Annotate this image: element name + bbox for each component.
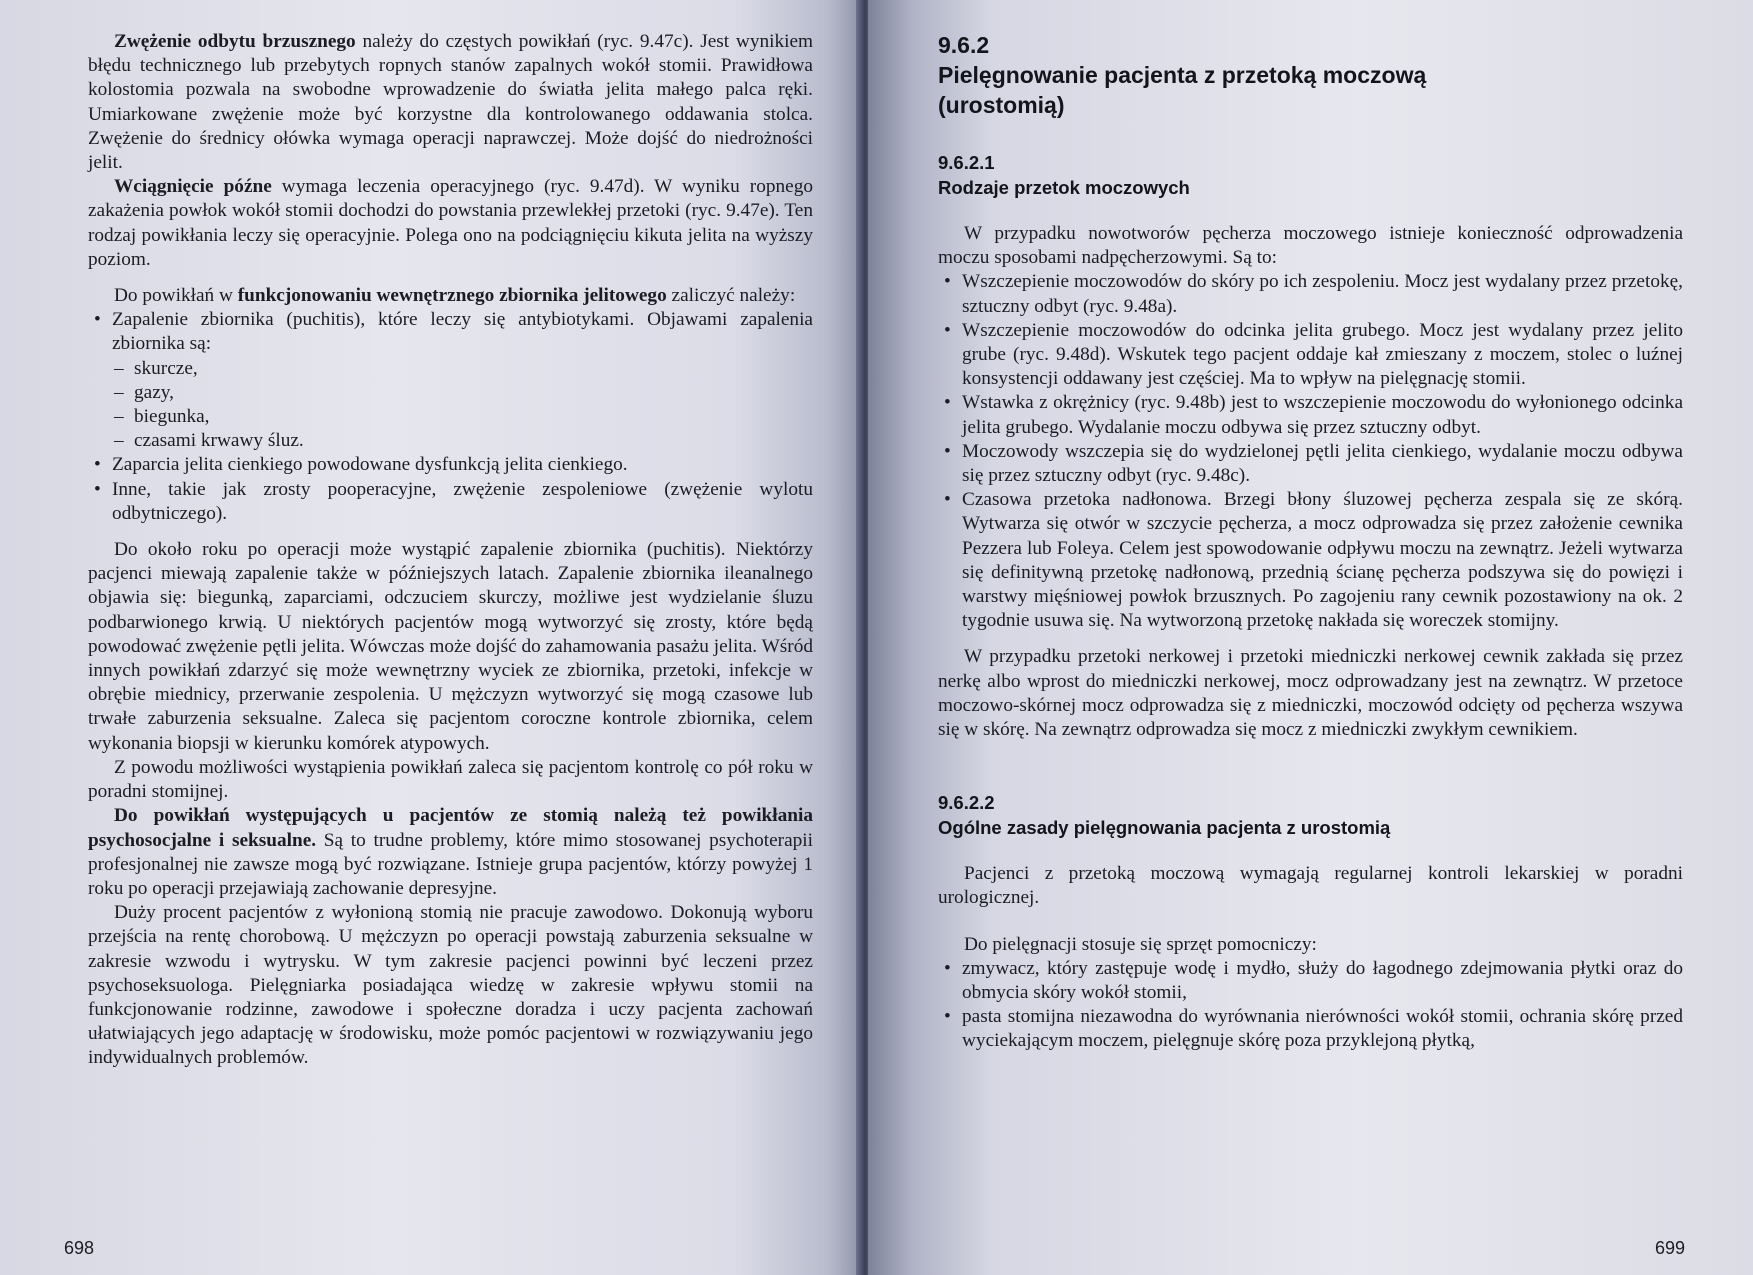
paragraph-text: wymaga leczenia operacyjnego (ryc. 9.47d). W wyniku ropnego zakażenia powłok wokół stomii dochodzi do powstania przewlekłej przetoki (ryc. 9.47e). Ten rodzaj powikłania leczy się operacyjnie. Polega ono na podciągnięciu kikuta jelita na wyższy poziom.: [88, 176, 813, 270]
paragraph: W przypadku przetoki nerkowej i przetoki miedniczki nerkowej cewnik zakłada się przez nerkę albo wprost do miedniczki nerkowej, mocz odprowadzany jest na zewnątrz. W przetoce moczowo-skórnej mocz odprowadza się z miedniczki, moczowód odcięty od pęcherza wszywa się w skórę. Na zewnątrz odprowadza się mocz z miedniczki zwykłym cewnikiem.: [938, 646, 1683, 741]
paragraph: Duży procent pacjentów z wyłonioną stomią nie pracuje zawodowo. Dokonują wyboru przejścia na rentę chorobową. U mężczyzn po operacji powstają zaburzenia seksualne w zakresie wzwodu i wytrysku. W tym zakresie pacjenci powinni być leczeni przez psychoseksuologa. Pielęgniarka posiadająca wiedzę w zakresie wpływu stomii na funkcjonowanie rodzinne, zawodowe i społeczne doradza i uczy pacjenta zachowań ułatwiających jego adaptację w środowisku, może pomóc pacjentowi w rozwiązywaniu jego indywidualnych problemów.: [88, 902, 813, 1069]
list-item: • zmywacz, który zastępuje wodę i mydło, służy do łagodnego zdejmowania płytki oraz do obmycia skóry wokół stomii,: [938, 957, 1683, 1005]
dash-item: – skurcze,: [112, 357, 813, 381]
dash-item: – biegunka,: [112, 405, 813, 429]
paragraph: Do pielęgnacji stosuje się sprzęt pomocniczy:: [964, 933, 1317, 955]
paragraph-text: zaliczyć należy:: [666, 285, 796, 307]
list-item: • Wszczepienie moczowodów do odcinka jelita grubego. Mocz jest wydalany przez jelito grube (ryc. 9.48d). Wskutek tego pacjent oddaje kał zmieszany z moczem, stolec o luźnej konsystencji oddawany jest częściej. Ma to wpływ na pielęgnację stomii.: [938, 319, 1683, 392]
left-text-column: [88, 30, 813, 1071]
dash-list: [112, 357, 813, 454]
page-number: 698: [64, 1238, 95, 1258]
paragraph: Do około roku po operacji może wystąpić zapalenie zbiornika (puchitis). Niektórzy pacjenci miewają zapalenie także w późniejszych latach. Zapalenie zbiornika ileanalnego objawia się: biegunką, zaparciami, odczuciem skurczy, możliwe jest wydzielanie śluzu podbarwionego krwią. U niektórych pacjentów mogą wytworzyć się zrosty, które będą powodować zwężenie pętli jelita. Wówczas może dojść do zahamowania pasażu jelita. Wśród innych powikłań zdarzyć się może wewnętrzny wyciek ze zbiornika, przetoki, infekcje w obrębie miednicy, przerwanie zespolenia. U mężczyzn wytworzyć się mogą czasowe lub trwałe zaburzenia seksualne. Zaleca się pacjentom coroczne kontrole zbiornika, celem wykonania biopsji w kierunku komórek atypowych.: [88, 539, 813, 754]
list-item: • Wszczepienie moczowodów do skóry po ich zespoleniu. Mocz jest wydalany przez przetokę, sztuczny odbyt (ryc. 9.48a).: [938, 270, 1683, 318]
paragraph: Z powodu możliwości wystąpienia powikłań zaleca się pacjentom kontrolę co pół roku w poradni stomijnej.: [88, 756, 813, 803]
bullet-list: [938, 270, 1683, 633]
bold-term: Wciągnięcie późne: [114, 176, 272, 198]
list-item: • Moczowody wszczepia się do wydzielonej pętli jelita cienkiego, wydalanie moczu odbywa się przez sztuczny odbyt (ryc. 9.48c).: [938, 440, 1683, 488]
list-item: • Inne, takie jak zrosty pooperacyjne, zwężenie zespoleniowe (zwężenie wylotu odbytniczego).: [88, 478, 813, 526]
paragraph: Pacjenci z przetoką moczową wymagają regularnej kontroli lekarskiej w poradni urologicznej.: [938, 863, 1683, 909]
right-page: [868, 0, 1753, 1275]
subsection-number: 9.6.2.1: [938, 152, 995, 173]
subsection-title: Ogólne zasady pielęgnowania pacjenta z urostomią: [938, 817, 1391, 839]
list-item: • Zaparcia jelita cienkiego powodowane dysfunkcją jelita cienkiego.: [88, 453, 813, 477]
paragraph: W przypadku nowotworów pęcherza moczowego istnieje konieczność odprowadzenia moczu sposobami nadpęcherzowymi. Są to:: [938, 223, 1683, 269]
paragraph: [88, 175, 813, 272]
list-item-text: Zapalenie zbiornika (puchitis), które leczy się antybiotykami. Objawami zapalenia zbiornika są:: [112, 309, 813, 355]
bullet-list: [938, 957, 1683, 1054]
list-item: • Wstawka z okrężnicy (ryc. 9.48b) jest to wszczepienie moczowodu do wyłonionego odcinka jelita grubego. Wydalanie moczu odbywa się przez sztuczny odbyt.: [938, 391, 1683, 439]
left-page: [0, 0, 862, 1275]
paragraph-text: należy do częstych powikłań (ryc. 9.47c). Jest wynikiem błędu technicznego lub przebytych ropnych stanów zapalnych wokół stomii. Prawidłowa kolostomia pozwala na swobodne wprowadzenie do światła jelita małego palca ręki. Umiarkowane zwężenie może być korzystne dla kontrolowanego oddawania stolca. Zwężenie do średnicy ołówka wymaga operacji naprawczej. Może dojść do niedrożności jelit.: [88, 31, 814, 174]
paragraph: [88, 284, 813, 308]
bold-term: Zwężenie odbytu brzusznego: [114, 31, 356, 52]
page-number: 699: [1655, 1238, 1686, 1258]
section-title: Pielęgnowanie pacjenta z przetoką moczową (urostomią): [938, 62, 1427, 118]
bullet-list: [88, 308, 813, 526]
subsection-title: Rodzaje przetok moczowych: [938, 177, 1190, 198]
dash-item: – gazy,: [112, 381, 813, 405]
list-item: [88, 308, 813, 453]
dash-item: – czasami krwawy śluz.: [112, 429, 813, 453]
list-item: • Czasowa przetoka nadłonowa. Brzegi błony śluzowej pęcherza zespala się ze skórą. Wytwarza się otwór w szczycie pęcherza, a mocz odprowadza się przez założenie cewnika Pezzera lub Foleya. Celem jest spowodowanie odpływu moczu na zewnątrz. Jeżeli wytwarza się definitywną przetokę nadłonową, przednią ścianę pęcherza podszywa się do powięzi i warstwy mięśniowej powłok brzusznych. Po zagojeniu rany cewnik pozostawiony na ok. 2 tygodnie usuwa się. Na wytworzoną przetokę nakłada się woreczek stomijny.: [938, 488, 1683, 633]
list-item: • pasta stomijna niezawodna do wyrównania nierówności wokół stomii, ochrania skórę przed wyciekającym moczem, pielęgnuje skórę poza przyklejoną płytką,: [938, 1005, 1683, 1053]
subsection-number: 9.6.2.2: [938, 792, 995, 814]
paragraph-text: Do powikłań w: [114, 285, 238, 307]
section-number: 9.6.2: [938, 32, 990, 58]
bold-term: funkcjonowaniu wewnętrznego zbiornika jelitowego: [237, 285, 667, 307]
bold-term: Do powikłań występujących u pacjentów ze stomią należą też powikłania psychosocjalne i seksualne.: [88, 805, 813, 851]
paragraph: [88, 804, 813, 901]
paragraph: [88, 30, 813, 175]
right-text-column: [938, 30, 1683, 1054]
paragraph-text: Są to trudne problemy, które mimo stosowanej psychoterapii profesjonalnej nie zawsze mogą być rozwiązane. Istnieje grupa pacjentów, którzy powyżej 1 roku po operacji przejawiają zachowanie depresyjne.: [88, 829, 813, 899]
